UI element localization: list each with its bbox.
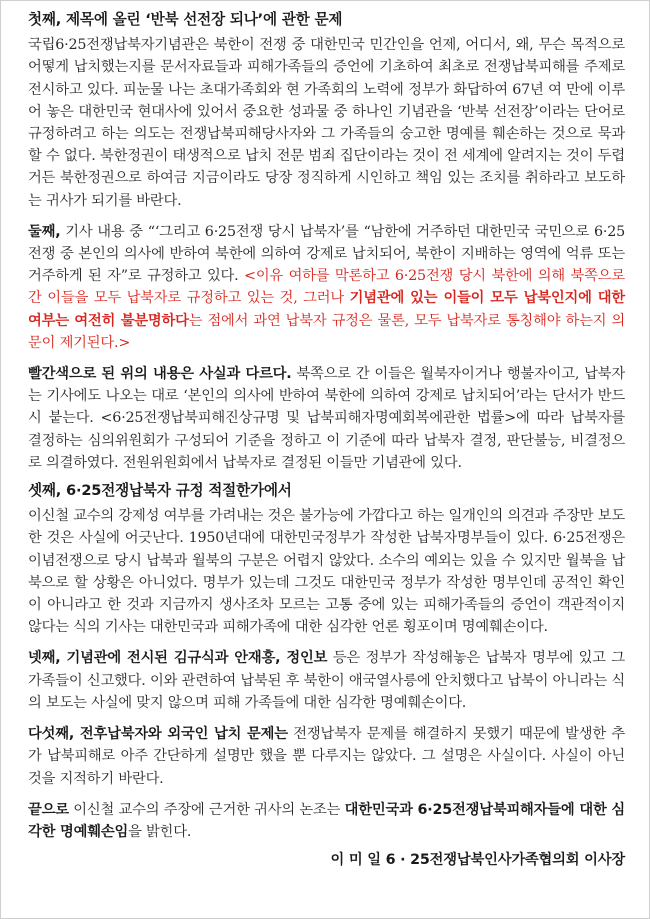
section3-lead: 빨간색으로 된 위의 내용은 사실과 다르다. — [28, 366, 292, 383]
section2-lead: 둘째, — [28, 223, 61, 240]
section2-red-part1: <이유 여하를 막론하고 6·25전쟁 당시 북한에 의해 북쪽으로 간 이들을 모두 납북자로 규정하고 있는 것, 그러나 — [28, 268, 625, 307]
section5-body: 등은 정부가 작성해놓은 납북자 명부에 있고 그 가족들이 신고했다. 이와 관련하여 납북된 후 북한이 애국열사릉에 안치했다고 납북이 아니라는 식의 보도는 사실에 맞지 않으며 피해 가족들에 대한 심각한 명예훼손이다. — [28, 650, 626, 711]
section4-body: 이신철 교수의 강제성 여부를 가려내는 것은 불가능에 가깝다고 하는 일개인의 의견과 주장만 보도한 것은 사실에 어긋난다. 1950년대에 대한민국정부가 작성한 납북자명부들이 있다. 6·25전쟁은 이념전쟁으로 당시 납북과 월북의 구분은 어렵지 않았다. 소수의 예외는 있을 수 있지만 월북을 납북으로 할 상황은 아니었다. 명부가 있는데 그것도 대한민국 정부가 작성한 명부인데 공적인 확인이 아니라고 한 것과 지금까지 생사조차 모르는 고통 중에 있는 피해가족들의 증언이 객관적이지 않다는 식의 기사는 대한민국과 피해가족에 대한 심각한 언론 횡포이며 명예훼손이다. — [28, 508, 626, 636]
section2-paragraph — [28, 221, 625, 354]
section2-body: 기사 내용 중 “‘그리고 6·25전쟁 당시 납북자’를 “남한에 거주하던 대한민국 국민으로 6·25전쟁 중 본인의 의사에 반하여 북한에 의하여 강제로 납치되어, 북한이 지배하는 영역에 억류 또는 거주하게 된 자”로 규정하고 있다. — [28, 223, 625, 285]
section7-paragraph — [28, 799, 625, 843]
section3-body: 북쪽으로 간 이들은 월북자이거나 행불자이고, 납북자는 기사에도 나오는 대로 ‘본인의 의사에 반하여 북한에 의하여 강제로 납치되어’라는 단서가 반드시 붙는다. <6·25전쟁납북피해진상규명 및 납북피해자명예회복에관한 법률>에 따라 납북자를 결정하는 심의위원회가 구성되어 기준을 정하고 이 기준에 따라 납북자 결정, 판단불능, 비결정으로 의결하였다. 전원위원회에서 납북자로 결정된 이들만 기념관에 있다. — [28, 366, 626, 471]
section5-paragraph — [28, 647, 625, 714]
section7-lead: 끝으로 — [28, 801, 69, 818]
section6-paragraph — [28, 723, 625, 790]
section7-body: 이신철 교수의 주장에 근거한 귀사의 논조는 — [68, 801, 345, 818]
section1-heading: 첫째, 제목에 올린 ‘반북 선전장 되나’에 관한 문제 — [28, 11, 343, 28]
section2-red-strong: 기념관에 있는 이들이 모두 납북인지에 대한 여부는 여전히 불분명하다 — [28, 290, 625, 329]
section4-heading: 셋째, 6·25전쟁납북자 규정 적절한가에서 — [28, 482, 292, 500]
section1-paragraph — [28, 34, 625, 212]
section4-paragraph — [28, 505, 625, 638]
section2-red-part2: 는 점에서 과연 납북자 규정은 물론, 모두 납북자로 통칭해야 하는지 의문이 제기된다.> — [28, 312, 625, 351]
signature: 이 미 일 6 · 25전쟁납북인사가족협의회 이사장 — [330, 852, 625, 869]
section3-paragraph — [28, 363, 625, 474]
section5-lead: 넷째, 기념관에 전시된 김규식과 안재홍, 정인보 — [28, 650, 328, 667]
section6-body: 전쟁납북자 문제를 해결하지 못했기 때문에 발생한 추가 납북피해로 아주 간단하게 설명만 했을 뿐 다루지는 않았다. 그 설명은 사실이다. 사실이 아닌 것을 지적하기 바란다. — [28, 726, 625, 787]
section7-tail: 을 밝힌다. — [128, 823, 192, 840]
section7-emphasis: 대한민국과 6·25전쟁납북피해자들에 대한 심각한 명예훼손임 — [28, 801, 625, 840]
section6-lead: 다섯째, 전후납북자와 외국인 납치 문제는 — [28, 726, 288, 743]
section1-body: 국립6·25전쟁납북자기념관은 북한이 전쟁 중 대한민국 민간인을 언제, 어디서, 왜, 무슨 목적으로 어떻게 납치했는지를 문서자료들과 피해가족들의 증언에 기초하여 최초로 전쟁납북피해를 주제로 전시하고 있다. 피눈물 나는 초대가족회와 현 가족회의 노력에 정부가 화답하여 67년 여 만에 이루어 놓은 대한민국 현대사에 있어서 중요한 성과물 중 하나인 기념관을 ‘반북 선전장’이라는 단어로 규정하려고 하는 의도는 전쟁납북피해당사자와 그 가족들의 숭고한 명예를 훼손하는 것으로 묵과할 수 없다. 북한정권이 태생적으로 납치 전문 범죄 집단이라는 것이 전 세계에 알려지는 것이 두렵거든 북한정권으로 하여금 지금이라도 당장 정직하게 시인하고 책임 있는 조치를 취하라고 보도하는 귀사가 되기를 바란다. — [28, 37, 625, 209]
